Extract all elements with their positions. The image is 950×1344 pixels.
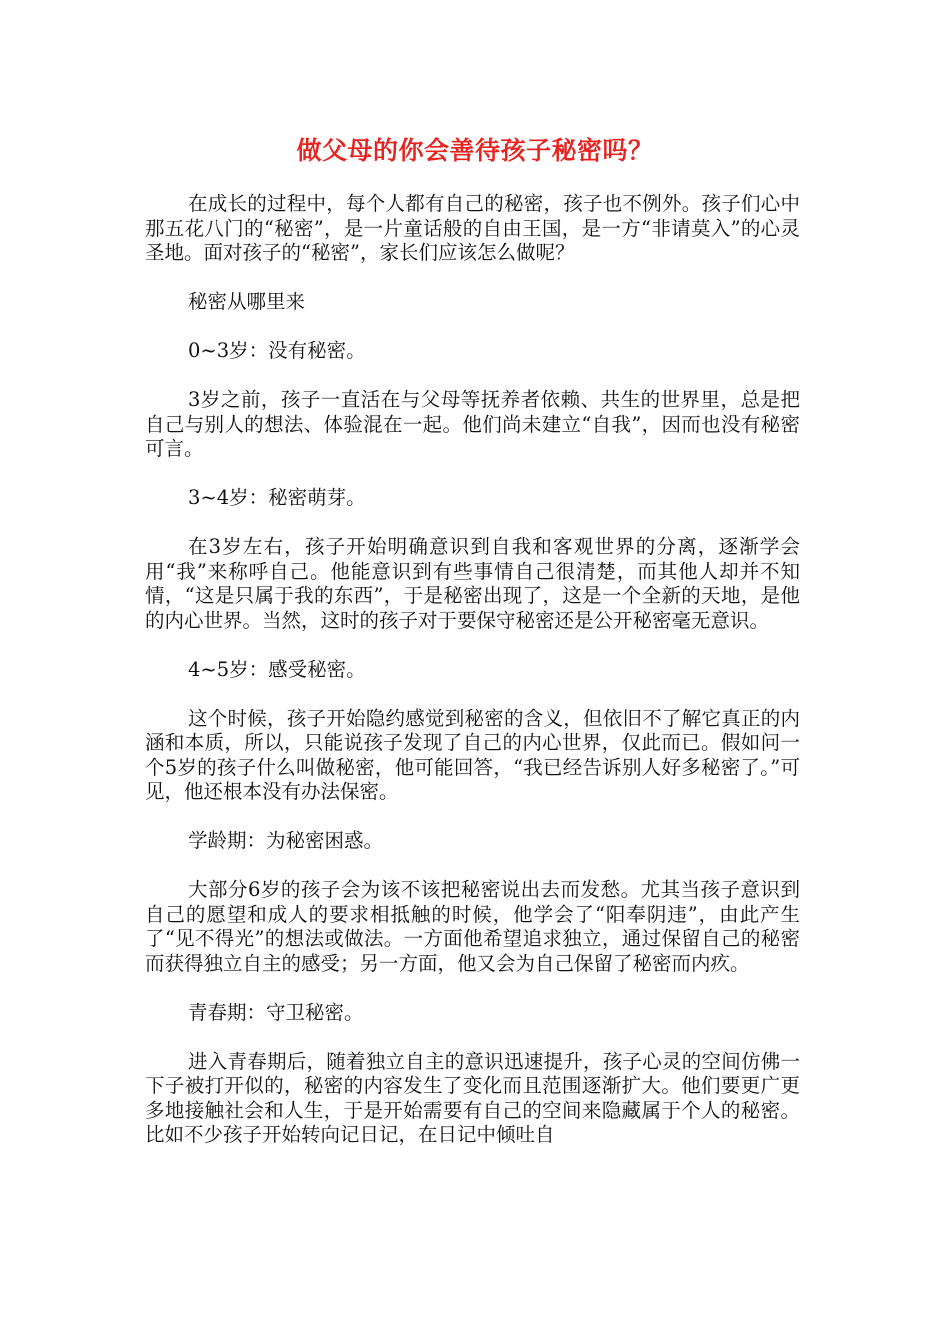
paragraph-0-3: 3岁之前，孩子一直活在与父母等抚养者依赖、共生的世界里，总是把自己与别人的想法、体验混在一起。他们尚未建立“自我”，因而也没有秘密可言。 bbox=[145, 388, 800, 460]
paragraph-4-5: 这个时候，孩子开始隐约感觉到秘密的含义，但依旧不了解它真正的内涵和本质，所以，只能说孩子发现了自己的内心世界，仅此而已。假如问一个5岁的孩子什么叫做秘密，他可能回答，“我已经告诉别人好多秘密了。”可见，他还根本没有办法保密。 bbox=[145, 706, 800, 803]
document-body bbox=[145, 192, 800, 1172]
age-heading-3-4: 3~4岁：秘密萌芽。 bbox=[188, 486, 366, 509]
section-heading: 秘密从哪里来 bbox=[188, 290, 306, 313]
age-heading-0-3: 0~3岁：没有秘密。 bbox=[188, 339, 366, 362]
intro-paragraph: 在成长的过程中，每个人都有自己的秘密，孩子也不例外。孩子们心中那五花八门的“秘密”，是一片童话般的自由王国，是一方“非请莫入”的心灵圣地。面对孩子的“秘密”，家长们应该怎么做呢？ bbox=[145, 192, 800, 264]
document-title: 做父母的你会善待孩子秘密吗？ bbox=[296, 136, 654, 165]
age-heading-school: 学龄期：为秘密困惑。 bbox=[188, 829, 384, 852]
age-heading-adolescence: 青春期：守卫秘密。 bbox=[188, 1000, 364, 1024]
paragraph-school: 大部分6岁的孩子会为该不该把秘密说出去而发愁。尤其当孩子意识到自己的愿望和成人的要求相抵触的时候，他学会了“阳奉阴违”，由此产生了“见不得光”的想法或做法。一方面他希望追求独立，通过保留自己的秘密而获得独立自主的感受；另一方面，他又会为自己保留了秘密而内疚。 bbox=[145, 878, 800, 975]
age-heading-4-5: 4~5岁：感受秘密。 bbox=[188, 657, 366, 681]
paragraph-3-4: 在3岁左右，孩子开始明确意识到自我和客观世界的分离，逐渐学会用“我”来称呼自己。他能意识到有些事情自己很清楚，而其他人却并不知情，“这是只属于我的东西”，于是秘密出现了，这是一个全新的天地，是他的内心世界。当然，这时的孩子对于要保守秘密还是公开秘密毫无意识。 bbox=[145, 535, 800, 632]
paragraph-adolescence: 进入青春期后，随着独立自主的意识迅速提升，孩子心灵的空间仿佛一下子被打开似的，秘密的内容发生了变化而且范围逐渐扩大。他们要更广更多地接触社会和人生，于是开始需要有自己的空间来隐藏属于个人的秘密。比如不少孩子开始转向记日记，在日记中倾吐自 bbox=[145, 1049, 800, 1146]
